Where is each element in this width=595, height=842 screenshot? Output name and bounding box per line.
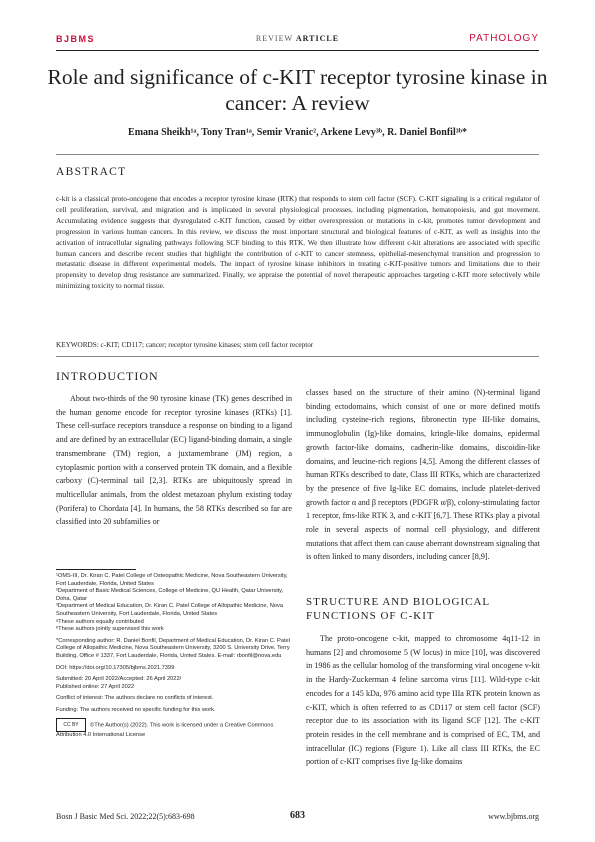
cc-license-icon: CC BY (56, 718, 86, 732)
keywords: KEYWORDS: c-KIT; CD117; cancer; receptor tyrosine kinases; stem cell factor receptor (56, 341, 314, 349)
intro-column-right (306, 386, 540, 564)
author-list: Emana Sheikh¹ᵃ, Tony Tran¹ᵃ, Semir Vranic², Arkene Levy³ᵇ, R. Daniel Bonfil³ᵇ* (128, 127, 467, 138)
divider (56, 356, 539, 357)
published-online: Published online: 27 April 2022 (56, 683, 135, 690)
funding-statement: Funding: The authors received no specific funding for this work. (56, 706, 216, 713)
header-rule (56, 50, 539, 51)
affiliation-1: ¹OMS-III, Dr. Kiran C. Patel College of Osteopathic Medicine, Nova Southeastern University, Fort Lauderdale, Florida, United States (56, 573, 288, 587)
license-block (56, 718, 292, 740)
license-text: ©The Author(s) (2022). This work is licensed under a Creative Commons Attribution 4.0 International License (56, 722, 274, 738)
footnotes (56, 573, 292, 739)
doi[interactable]: DOI: https://doi.org/10.17305/bjbms.2021.7399 (56, 664, 175, 671)
page-footer (56, 812, 539, 824)
introduction-heading: INTRODUCTION (56, 369, 159, 383)
citation: Bosn J Basic Med Sci. 2022;22(5):683-698 (56, 812, 195, 821)
affiliation-3: ³Department of Medical Education, Dr. Kiran C. Patel College of Allopathic Medicine, Nova Southeastern University, Fort Lauderdale, Florida, United States (56, 603, 283, 617)
corresponding-author: *Corresponding author: R. Daniel Bonfil, Department of Medical Education, Dr. Kiran C. Patel College of Allopathic Medicine, Nova Southeastern University, 3200 S. University Drive, Terry Building, Office # 1337, Fort Lauderdale, Florida, United States. E-mail: rbonfil@nova.edu (56, 637, 290, 659)
page-number: 683 (290, 810, 305, 821)
footnote-rule (56, 569, 136, 570)
journal-url[interactable]: www.bjbms.org (488, 812, 539, 821)
submitted-accepted: Submitted: 20 April 2022/Accepted: 26 April 2022/ (56, 676, 182, 683)
affiliation-2: ²Department of Basic Medical Sciences, College of Medicine, QU Health, Qatar University, Doha, Qatar (56, 588, 284, 602)
structure-paragraph: The proto-oncogene c-kit, mapped to chromosome 4q11-12 in humans [2] and chromosome 5 (W locus) in mice [10], was discovered in 1986 as the cellular homolog of the transforming viral oncogene v-kit in the Hardy-Zuckerman 4 feline sarcoma virus [11]. Wild-type c-kit encodes for a 145 kDa, 976 amino acid type IIIa RTK protein known as c-KIT, which is often referred to as CD117 or stem cell factor (SCF) receptor due to its association with its ligand SCF [12]. The c-KIT protein resides in the cell membrane and is comprised of EC, TM, and intracellular (IC) regions (Figure 1). Like all class III RTKs, the EC portion of c-KIT comprises five Ig-like domains (306, 634, 540, 767)
section-heading-structure: STRUCTURE AND BIOLOGICAL FUNCTIONS OF C-KIT (306, 596, 490, 622)
abstract-text: c-kit is a classical proto-oncogene that encodes a receptor tyrosine kinase (RTK) that responds to stem cell factor (SCF). C-KIT signaling is a critical regulator of cell proliferation, survival, and migration and is implicated in several physiological processes, including pigmentation, hematopoiesis, and gut movement. Accumulating evidence suggests that dysregulated c-KIT function, caused by either overexpression or mutations in c-kit, promotes tumor development and progression in various human cancers. In this review, we discuss the most important structural and biological features of c-KIT, as well as insights into the activation of intracellular signaling pathways following SCF binding to this RTK. We then illustrate how different c-kit alterations are associated with specific human cancers and describe recent studies that highlight the contribution of c-KIT to cancer stemness, epithelial-mesenchymal transition and progression to metastatic disease in different experimental models. The impact of tyrosine kinase inhibitors in treating c-KIT-positive tumors and limitations due to their propensity to develop drug resistance are summarized. Finally, we appraise the potential of novel therapeutic approaches targeting c-KIT more selectively while minimizing toxicity to normal tissue. (56, 194, 540, 291)
article-title: Role and significance of c-KIT receptor tyrosine kinase in cancer: A review (47, 65, 548, 115)
conflict-statement: Conflict of interest: The authors declare no conflicts of interest. (56, 695, 214, 702)
article-type: REVIEW ARTICLE (255, 34, 340, 43)
structure-column (306, 632, 540, 769)
journal-abbrev: BJBMS (56, 34, 96, 44)
intro-column-left (56, 392, 292, 529)
joint-supervision-note: ᵇThese authors jointly supervised this work (56, 626, 164, 633)
section-label: PATHOLOGY (469, 33, 539, 44)
divider (56, 154, 539, 155)
equal-contribution-note: ᵃThese authors equally contributed (56, 618, 144, 625)
intro-paragraph-cont: classes based on the structure of their amino (N)-terminal ligand binding ectodomains, which consist of one or more defined motifs including cysteine-rich regions, fibronectin type III-like domains, immunoglobulin (Ig)-like domains, kringle-like domains, epidermal growth factor-like domains, cadherin-like domains, discoidin-like domains, and leucine-rich regions [4,5]. Among the different classes of human RTKs described to date, Class III RTKs, which are characterized by the presence of five Ig-like EC domains, include platelet-derived growth factor α and β receptors (PDGFR α/β), colony-stimulating factor 1 receptor, fms-like RTK 3, and c-KIT [6,7]. These RTKs play a pivotal role in several aspects of normal cell physiology, and different mutations that affect them can cause aberrant downstream signaling that is often linked to many disorders, including cancer [8,9]. (306, 388, 540, 562)
intro-paragraph: About two-thirds of the 90 tyrosine kinase (TK) genes described in the human genome encode for receptor tyrosine kinases (RTKs) [1]. These cell-surface receptors transduce a response on binding to a ligand and are defined by an extracellular (EC) ligand-binding domain, a single transmembrane (TM) region, a juxtamembrane (JM) region, a cytoplasmic portion with a conserved protein TK domain, and a flexible carboxy (C)-terminal tail [2,3]. RTKs are ubiquitously spread in multicellular animals, from the oldest metazoan phylum existing today (Porifera) to Chordata [4]. In humans, the 58 RTKs described so far are classified into 20 subfamilies or (56, 394, 292, 527)
running-header (56, 34, 539, 50)
abstract-heading: ABSTRACT (56, 166, 127, 178)
